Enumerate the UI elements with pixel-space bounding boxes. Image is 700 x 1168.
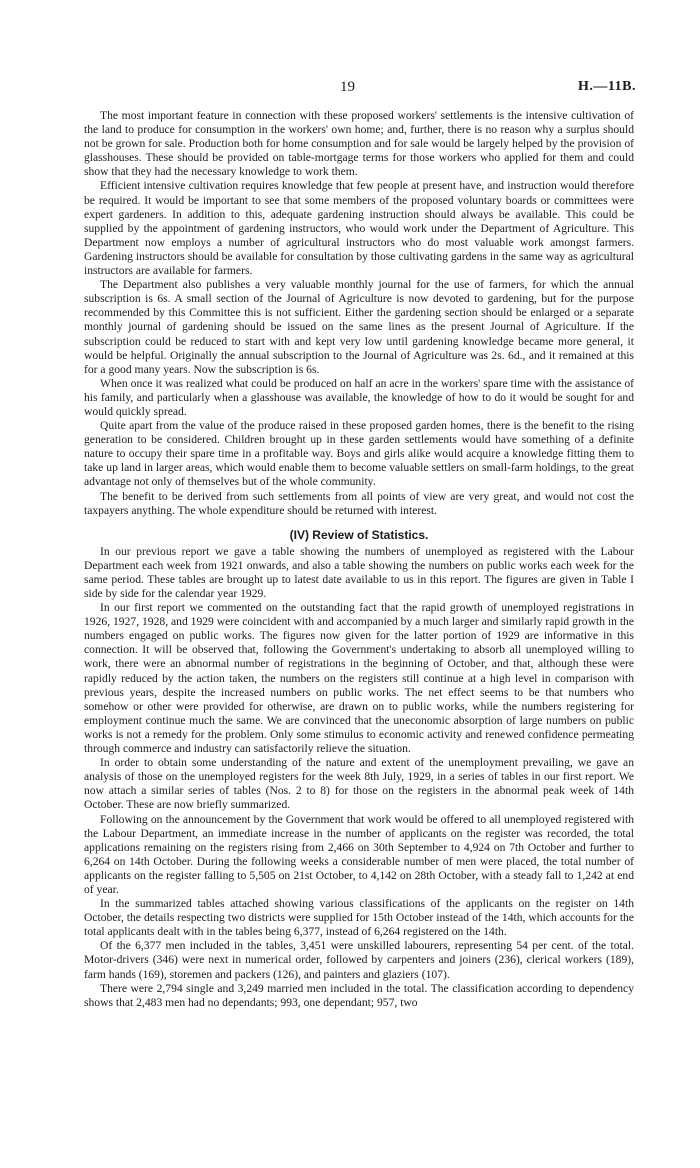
paragraph: In the summarized tables attached showing various classifications of the applicants on the register on 14th October, the details respecting two districts were supplied for 15th October instead of the 14th, which accounts for the total applicants dealt with in the tables being 6,377, instead of 6,264 registered on the 14th.: [84, 897, 634, 939]
paragraph: The benefit to be derived from such settlements from all points of view are very great, and would not cost the taxpayers anything. The whole expenditure should be returned with interest.: [84, 489, 634, 517]
section-heading: (IV) Review of Statistics.: [289, 527, 429, 542]
paragraph: The Department also publishes a very valuable monthly journal for the use of farmers, for which the annual subscription is 6s. A small section of the Journal of Agriculture is now devoted to gardening, but for the purpose recommended by this Committee this is not sufficient. Either the gardening section should be enlarged or a separate monthly journal of gardening should be issued on the same lines as the present Journal of Agriculture. If the subscription could be reduced to start with and kept very low until gardening knowledge became more general, it would be helpful. Originally the annual subscription to the Journal of Agriculture was 2s. 6d., and it remained at this for a good many years. Now the subscription is 6s.: [84, 278, 634, 376]
document-code: H.—11B.: [578, 79, 636, 94]
page-header: [0, 79, 700, 99]
paragraph: Of the 6,377 men included in the tables, 3,451 were unskilled labourers, representing 54 per cent. of the total. Motor-drivers (346) were next in numerical order, followed by carpenters and joiners (236), clerical workers (189), farm hands (169), storemen and packers (126), and painters and glaziers (107).: [84, 939, 634, 981]
paragraph: In our previous report we gave a table showing the numbers of unemployed as registered with the Labour Department each week from 1921 onwards, and also a table showing the numbers on public works each week for the same period. These tables are brought up to latest date available to us in this report. The figures are given in Table I side by side for the calendar year 1929.: [84, 544, 634, 600]
paragraph: Following on the announcement by the Government that work would be offered to all unemployed registered with the Labour Department, an immediate increase in the number of applicants on the register was recorded, the total applications remaining on the registers rising from 2,466 on 30th September to 4,924 on 7th October and further to 6,264 on 14th October. During the following weeks a considerable number of men were placed, the total number of applicants on the register falling to 5,505 on 21st October, to 4,142 on 28th October, with a steady fall to 1,242 at end of year.: [84, 812, 634, 896]
paragraph: There were 2,794 single and 3,249 married men included in the total. The classification according to dependency shows that 2,483 men had no dependants; 993, one dependant; 957, two: [84, 981, 634, 1009]
paragraph: In our first report we commented on the outstanding fact that the rapid growth of unemployed registrations in 1926, 1927, 1928, and 1929 were coincident with and accompanied by a much larger and similarly rapid growth in the numbers engaged on public works. The figures now given for the latter portion of 1929 are informative in this connection. It will be observed that, following the Government's undertaking to absorb all unemployed willing to work, there were an abnormal number of registrations in the beginning of October, and that, although these were rapidly reduced by the action taken, the numbers on the registers still continue at a high level in comparison with previous years, despite the increased numbers on public works. The net effect seems to be that numbers who somehow or other were provided for otherwise, are drawn on to public works, while the numbers registering for employment continue much the same. We are convinced that the uneconomic absorption of large numbers on public works is not a remedy for the problem. Only some stimulus to economic activity and renewed confidence permeating through commerce and industry can satisfactorily relieve the situation.: [84, 601, 634, 756]
page-number: 19: [340, 79, 355, 95]
document-body: [84, 109, 634, 1010]
paragraph: Efficient intensive cultivation requires knowledge that few people at present have, and instruction would therefore be required. It would be important to see that some members of the proposed voluntary boards or committees were expert gardeners. In addition to this, adequate gardening instruction should always be available. This could be supplied by the appointment of gardening instructors, who would work under the Department of Agriculture. This Department now employs a number of agricultural instructors who do most valuable work amongst farmers. Gardening instructors should be available for consultation by those cultivating gardens in the same way as agricultural instructors are available for farmers.: [84, 179, 634, 278]
paragraph: Quite apart from the value of the produce raised in these proposed garden homes, there is the benefit to the rising generation to be considered. Children brought up in these garden settlements would have something of a definite nature to occupy their spare time in a profitable way. Boys and girls alike would acquire a knowledge fitting them to take up land in larger areas, which would enable them to become valuable settlers on small-farm holdings, to the great advantage not only of themselves but of the whole community.: [84, 419, 634, 489]
paragraph: When once it was realized what could be produced on half an acre in the workers' spare time with the assistance of his family, and particularly when a glasshouse was available, the knowledge of how to do it would be sought for and would quickly spread.: [84, 376, 634, 418]
paragraph: In order to obtain some understanding of the nature and extent of the unemployment prevailing, we gave an analysis of those on the unemployed registers for the week 8th July, 1929, in a series of tables in our first report. We now attach a similar series of tables (Nos. 2 to 8) for those on the registers in the abnormal peak week of 14th October. These are now briefly summarized.: [84, 756, 634, 812]
paragraph: The most important feature in connection with these proposed workers' settlements is the intensive cultivation of the land to produce for consumption in the workers' own home; and, further, there is no reason why a surplus should not be grown for sale. Production both for home consumption and for sale would be largely helped by the provision of glasshouses. These should be provided on table-mortgage terms for those workers who applied for them and could show that they had the necessary knowledge to work them.: [84, 109, 634, 179]
